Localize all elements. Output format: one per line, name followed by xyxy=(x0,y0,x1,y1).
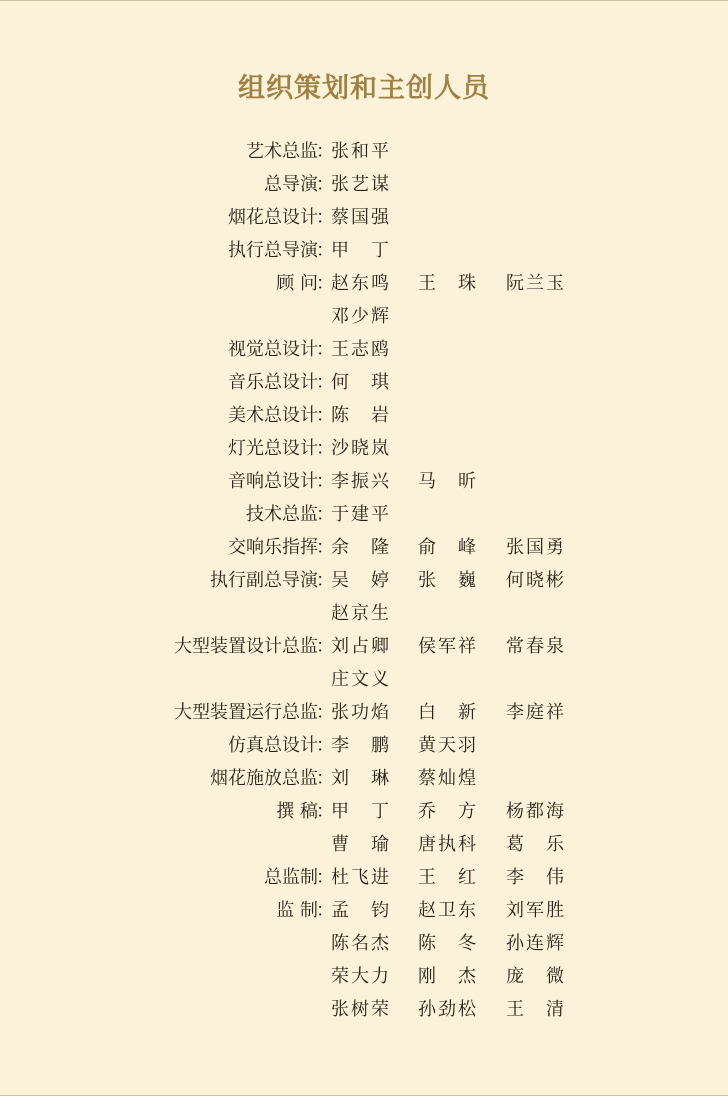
credit-row xyxy=(0,597,728,630)
credit-row xyxy=(0,960,728,993)
role-separator: ： xyxy=(316,900,334,921)
credit-role: 监 制 xyxy=(276,900,318,921)
credit-name: 俞 峰 xyxy=(418,537,476,558)
credit-role: 总导演 xyxy=(264,174,318,195)
credit-row xyxy=(0,399,728,432)
credit-name: 庞 微 xyxy=(506,966,564,987)
credit-row xyxy=(0,300,728,333)
credit-name: 张和平 xyxy=(331,141,389,162)
credit-name: 刘占卿 xyxy=(331,636,389,657)
credit-role: 总监制 xyxy=(264,867,318,888)
credit-name: 张国勇 xyxy=(506,537,564,558)
credit-row xyxy=(0,663,728,696)
role-separator: ： xyxy=(316,702,334,723)
role-separator: ： xyxy=(316,636,334,657)
credit-name: 李庭祥 xyxy=(506,702,564,723)
credit-row xyxy=(0,828,728,861)
credit-role: 烟花总设计 xyxy=(228,207,318,228)
credit-name: 唐执科 xyxy=(418,834,476,855)
credit-name: 孟 钧 xyxy=(331,900,389,921)
credit-name: 张树荣 xyxy=(331,999,389,1020)
credit-row xyxy=(0,531,728,564)
credit-name: 甲 丁 xyxy=(331,240,389,261)
credit-role: 大型装置设计总监 xyxy=(174,636,318,657)
role-separator: ： xyxy=(316,141,334,162)
credit-role: 技术总监 xyxy=(246,504,318,525)
credit-name: 李 鹏 xyxy=(331,735,389,756)
credit-name: 张 巍 xyxy=(418,570,476,591)
credit-name: 蔡国强 xyxy=(331,207,389,228)
credit-row xyxy=(0,168,728,201)
credit-row xyxy=(0,432,728,465)
credit-row xyxy=(0,795,728,828)
credit-role: 音响总设计 xyxy=(228,471,318,492)
credit-name: 于建平 xyxy=(331,504,389,525)
page-title: 组织策划和主创人员 xyxy=(238,73,490,104)
credit-name: 黄天羽 xyxy=(418,735,476,756)
credit-name: 王志鸥 xyxy=(331,339,389,360)
credit-name: 沙晓岚 xyxy=(331,438,389,459)
credit-name: 赵东鸣 xyxy=(331,273,389,294)
credit-row xyxy=(0,993,728,1026)
role-separator: ： xyxy=(316,174,334,195)
role-separator: ： xyxy=(316,339,334,360)
credit-row xyxy=(0,267,728,300)
credit-row xyxy=(0,696,728,729)
role-separator: ： xyxy=(316,801,334,822)
credit-role: 视觉总设计 xyxy=(228,339,318,360)
role-separator: ： xyxy=(316,405,334,426)
credit-name: 杜飞进 xyxy=(331,867,389,888)
credits-list xyxy=(0,135,728,1026)
role-separator: ： xyxy=(316,570,334,591)
credit-name: 白 新 xyxy=(418,702,476,723)
credit-name: 刚 杰 xyxy=(418,966,476,987)
credit-name: 余 隆 xyxy=(331,537,389,558)
credit-row xyxy=(0,861,728,894)
credit-name: 孙连辉 xyxy=(506,933,564,954)
credit-row xyxy=(0,729,728,762)
credit-name: 邓少辉 xyxy=(331,306,389,327)
role-separator: ： xyxy=(316,504,334,525)
credit-name: 马 昕 xyxy=(418,471,476,492)
role-separator: ： xyxy=(316,537,334,558)
credit-name: 常春泉 xyxy=(506,636,564,657)
credit-role: 交响乐指挥 xyxy=(228,537,318,558)
role-separator: ： xyxy=(316,471,334,492)
credit-name: 王 红 xyxy=(418,867,476,888)
credit-role: 艺术总监 xyxy=(246,141,318,162)
credit-role: 撰 稿 xyxy=(276,801,318,822)
credit-name: 王 珠 xyxy=(418,273,476,294)
credit-name: 刘军胜 xyxy=(506,900,564,921)
credit-row xyxy=(0,762,728,795)
credit-name: 赵京生 xyxy=(331,603,389,624)
credit-row xyxy=(0,894,728,927)
credit-row xyxy=(0,630,728,663)
credit-name: 陈 岩 xyxy=(331,405,389,426)
credit-name: 张功焰 xyxy=(331,702,389,723)
credit-row xyxy=(0,564,728,597)
credit-name: 陈 冬 xyxy=(418,933,476,954)
credit-name: 吴 婷 xyxy=(331,570,389,591)
credit-name: 张艺谋 xyxy=(331,174,389,195)
credit-name: 何晓彬 xyxy=(506,570,564,591)
credit-role: 音乐总设计 xyxy=(228,372,318,393)
credit-name: 侯军祥 xyxy=(418,636,476,657)
role-separator: ： xyxy=(316,240,334,261)
credit-role: 执行副总导演 xyxy=(210,570,318,591)
credit-name: 庄文义 xyxy=(331,669,389,690)
credit-row xyxy=(0,201,728,234)
credit-role: 美术总设计 xyxy=(228,405,318,426)
credit-name: 李 伟 xyxy=(506,867,564,888)
credit-row xyxy=(0,927,728,960)
credit-row xyxy=(0,498,728,531)
role-separator: ： xyxy=(316,207,334,228)
credit-role: 大型装置运行总监 xyxy=(174,702,318,723)
credit-name: 陈名杰 xyxy=(331,933,389,954)
role-separator: ： xyxy=(316,735,334,756)
credit-name: 蔡灿煌 xyxy=(418,768,476,789)
credit-name: 曹 瑜 xyxy=(331,834,389,855)
credit-name: 何 琪 xyxy=(331,372,389,393)
credit-name: 赵卫东 xyxy=(418,900,476,921)
credit-name: 乔 方 xyxy=(418,801,476,822)
credit-name: 阮兰玉 xyxy=(506,273,564,294)
credit-row xyxy=(0,135,728,168)
credit-name: 孙劲松 xyxy=(418,999,476,1020)
role-separator: ： xyxy=(316,438,334,459)
credit-row xyxy=(0,234,728,267)
credit-row xyxy=(0,366,728,399)
role-separator: ： xyxy=(316,867,334,888)
credit-role: 烟花施放总监 xyxy=(210,768,318,789)
credit-name: 李振兴 xyxy=(331,471,389,492)
credit-name: 刘 琳 xyxy=(331,768,389,789)
role-separator: ： xyxy=(316,372,334,393)
credit-row xyxy=(0,465,728,498)
credit-name: 杨都海 xyxy=(506,801,564,822)
credit-name: 葛 乐 xyxy=(506,834,564,855)
credit-role: 顾 问 xyxy=(276,273,318,294)
credit-role: 灯光总设计 xyxy=(228,438,318,459)
credit-name: 甲 丁 xyxy=(331,801,389,822)
credit-row xyxy=(0,333,728,366)
credit-role: 仿真总设计 xyxy=(228,735,318,756)
credit-name: 荣大力 xyxy=(331,966,389,987)
credit-role: 执行总导演 xyxy=(228,240,318,261)
credit-name: 王 清 xyxy=(506,999,564,1020)
role-separator: ： xyxy=(316,768,334,789)
role-separator: ： xyxy=(316,273,334,294)
